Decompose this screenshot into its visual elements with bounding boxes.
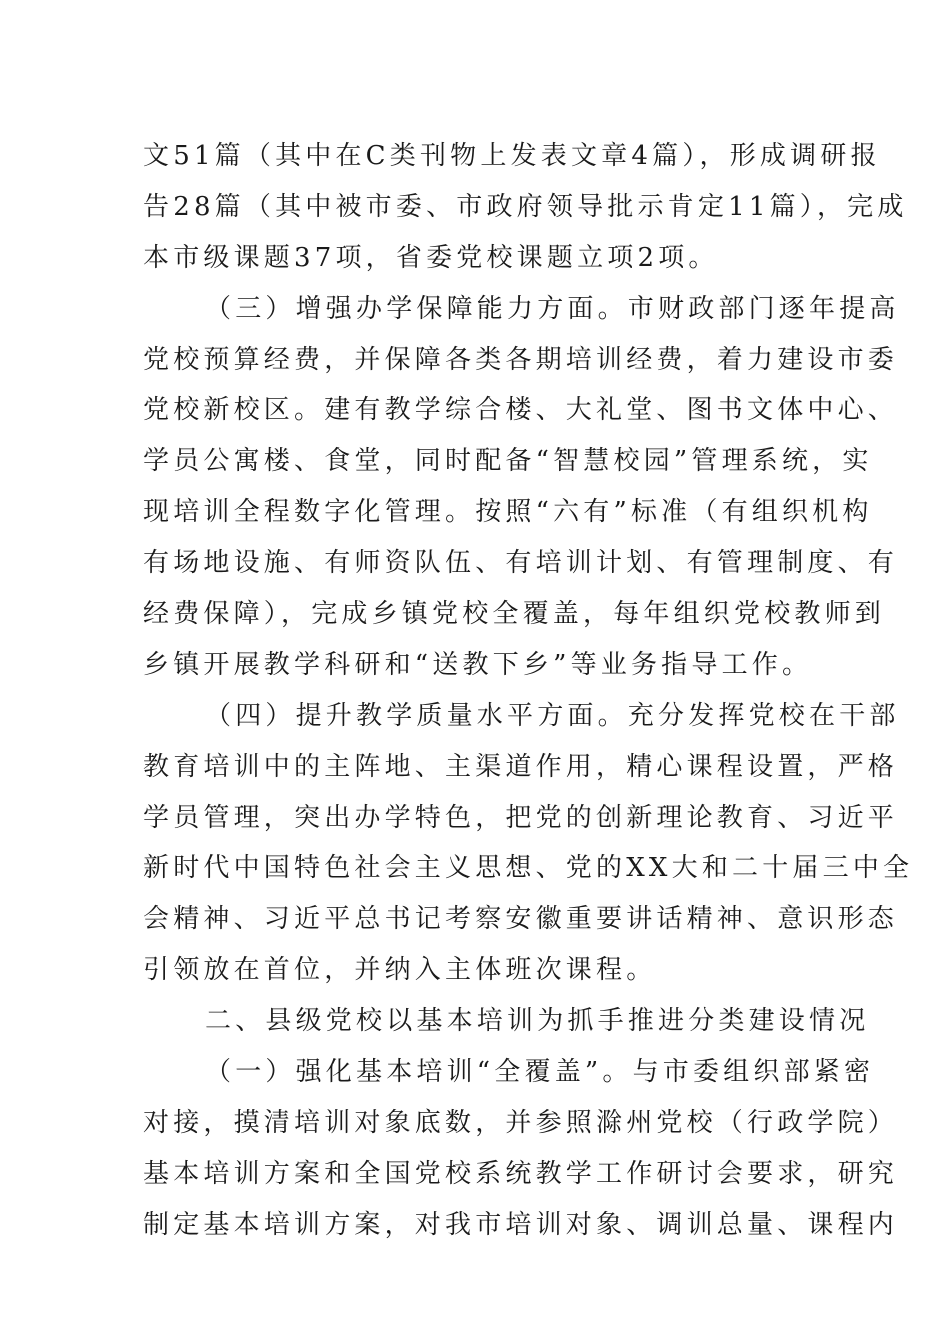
text-line: 乡镇开展教学科研和“送教下乡”等业务指导工作。 <box>143 649 813 680</box>
text-line: 新时代中国特色社会主义思想、党的XX大和二十届三中全 <box>143 853 914 884</box>
text-line: （四）提升教学质量水平方面。充分发挥党校在干部 <box>205 700 900 731</box>
text-line: 制定基本培训方案，对我市培训对象、调训总量、课程内 <box>143 1209 899 1240</box>
text-line: 本市级课题37项，省委党校课题立项2项。 <box>143 242 719 273</box>
text-line: 经费保障），完成乡镇党校全覆盖，每年组织党校教师到 <box>143 599 886 630</box>
text-line: 引领放在首位，并纳入主体班次课程。 <box>143 955 657 986</box>
text-line: （一）强化基本培训“全覆盖”。与市委组织部紧密 <box>205 1057 875 1088</box>
text-line: 基本培训方案和全国党校系统教学工作研讨会要求，研究 <box>143 1158 899 1189</box>
text-line: 教育培训中的主阵地、主渠道作用，精心课程设置，严格 <box>143 751 899 782</box>
text-line: 对接，摸清培训对象底数，并参照滁州党校（行政学院） <box>143 1107 899 1138</box>
text-line: 二、县级党校以基本培训为抓手推进分类建设情况 <box>205 1006 870 1037</box>
text-line: 告28篇（其中被市委、市政府领导批示肯定11篇），完成 <box>143 191 908 222</box>
text-line: 学员管理，突出办学特色，把党的创新理论教育、习近平 <box>143 802 899 833</box>
text-line: 有场地设施、有师资队伍、有培训计划、有管理制度、有 <box>143 548 899 579</box>
text-line: （三）增强办学保障能力方面。市财政部门逐年提高 <box>205 293 900 324</box>
text-line: 会精神、习近平总书记考察安徽重要讲话精神、意识形态 <box>143 904 899 935</box>
body-text <box>143 131 914 1251</box>
text-line: 学员公寓楼、食堂，同时配备“智慧校园”管理系统，实 <box>143 446 873 477</box>
text-line: 党校新校区。建有教学综合楼、大礼堂、图书文体中心、 <box>143 395 899 426</box>
text-line: 文51篇（其中在C类刊物上发表文章4篇），形成调研报 <box>143 141 881 171</box>
text-line: 党校预算经费，并保障各类各期培训经费，着力建设市委 <box>143 344 899 375</box>
text-line: 现培训全程数字化管理。按照“六有”标准（有组织机构 <box>143 497 873 528</box>
